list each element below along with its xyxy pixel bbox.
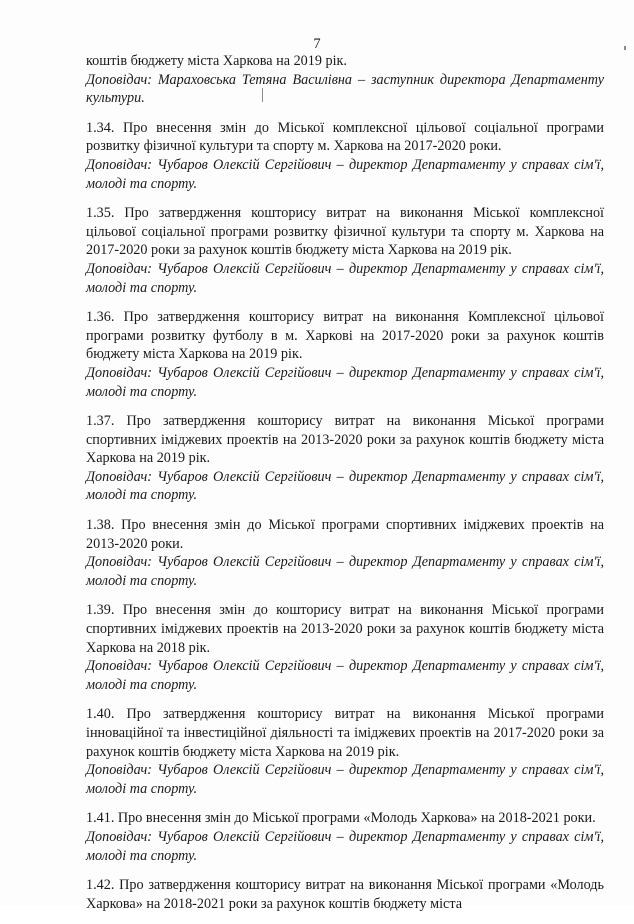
- agenda-item: [86, 119, 604, 193]
- agenda-item-speaker: Доповідач: Чубаров Олексій Сергійович – директор Департаменту у справах сім'ї, молоді та спорту.: [86, 828, 604, 864]
- agenda-item-speaker: Доповідач: Чубаров Олексій Сергійович – директор Департаменту у справах сім'ї, молоді та спорту.: [86, 762, 604, 797]
- agenda-item-title: коштів бюджету міста Харкова на 2019 рік.: [86, 53, 347, 69]
- agenda-item-title: 1.39. Про внесення змін до кошторису витрат на виконання Міської програми спортивних іміджевих проектів на 2013-2020 роки за рахунок коштів бюджету міста Харкова на 2018 рік.: [86, 602, 604, 656]
- agenda-item: [86, 204, 604, 297]
- agenda-item-title: 1.35. Про затвердження кошторису витрат на виконання Міської комплексної цільової соціальної програми розвитку фізичної культури та спорту м. Харкова на 2017-2020 роки за рахунок коштів бюджету міста Харкова на 2019 рік.: [86, 205, 604, 259]
- agenda-item: [86, 601, 604, 694]
- agenda-item-title: 1.41. Про внесення змін до Міської програми «Молодь Харкова» на 2018-2021 роки.: [86, 810, 596, 827]
- agenda-item-speaker: Доповідач: Чубаров Олексій Сергійович – директор Департаменту у справах сім'ї, молоді та спорту.: [86, 554, 604, 589]
- agenda-item-title: 1.37. Про затвердження кошторису витрат на виконання Міської програми спортивних іміджевих проектів на 2013-2020 роки за рахунок коштів бюджету міста Харкова на 2019 рік.: [86, 413, 604, 467]
- agenda-item: [86, 876, 604, 913]
- agenda-item-speaker: Доповідач: Чубаров Олексій Сергійович – директор Департаменту у справах сім'ї, молоді та спорту.: [86, 658, 604, 693]
- agenda-item: [86, 52, 604, 108]
- agenda-item-title: 1.38. Про внесення змін до Міської програми спортивних іміджевих проектів на 2013-2020 роки.: [86, 517, 604, 552]
- agenda-item-speaker: Доповідач: Чубаров Олексій Сергійович – директор Департаменту у справах сім'ї, молоді та спорту.: [86, 156, 604, 192]
- agenda-item: [86, 516, 604, 590]
- agenda-item: [86, 412, 604, 505]
- agenda-item-speaker: Доповідач: Чубаров Олексій Сергійович – директор Департаменту у справах сім'ї, молоді та спорту.: [86, 364, 604, 400]
- scan-artifact: [262, 88, 263, 102]
- agenda-item-title: 1.40. Про затвердження кошторису витрат на виконання Міської програми інноваційної та інвестиційної діяльності та іміджевих проектів на 2017-2020 роки за рахунок коштів бюджету міста Харкова на 2019 рік.: [86, 706, 604, 760]
- agenda-item-speaker: Доповідач: Мараховська Тетяна Василівна – заступник директора Департаменту культури.: [86, 71, 604, 107]
- scan-artifact: [624, 46, 626, 50]
- agenda-content: [86, 52, 604, 924]
- agenda-item-title: 1.42. Про затвердження кошторису витрат на виконання Міської програми «Молодь Харкова» на 2018-2021 роки за рахунок коштів бюджету міста: [86, 877, 604, 912]
- agenda-item-title: 1.36. Про затвердження кошторису витрат на виконання Комплексної цільової програми розвитку футболу в м. Харкові на 2017-2020 роки за рахунок коштів бюджету міста Харкова на 2019 рік.: [86, 309, 604, 363]
- agenda-item-speaker: Доповідач: Чубаров Олексій Сергійович – директор Департаменту у справах сім'ї, молоді та спорту.: [86, 260, 604, 296]
- agenda-item-speaker: Доповідач: Чубаров Олексій Сергійович – директор Департаменту у справах сім'ї, молоді та спорту.: [86, 468, 604, 504]
- agenda-item: [86, 705, 604, 798]
- agenda-item-title: 1.34. Про внесення змін до Міської комплексної цільової соціальної програми розвитку фізичної культури та спорту м. Харкова на 2017-2020 роки.: [86, 119, 604, 155]
- agenda-item: [86, 308, 604, 401]
- agenda-item: [86, 809, 604, 865]
- page-number: 7: [313, 36, 321, 52]
